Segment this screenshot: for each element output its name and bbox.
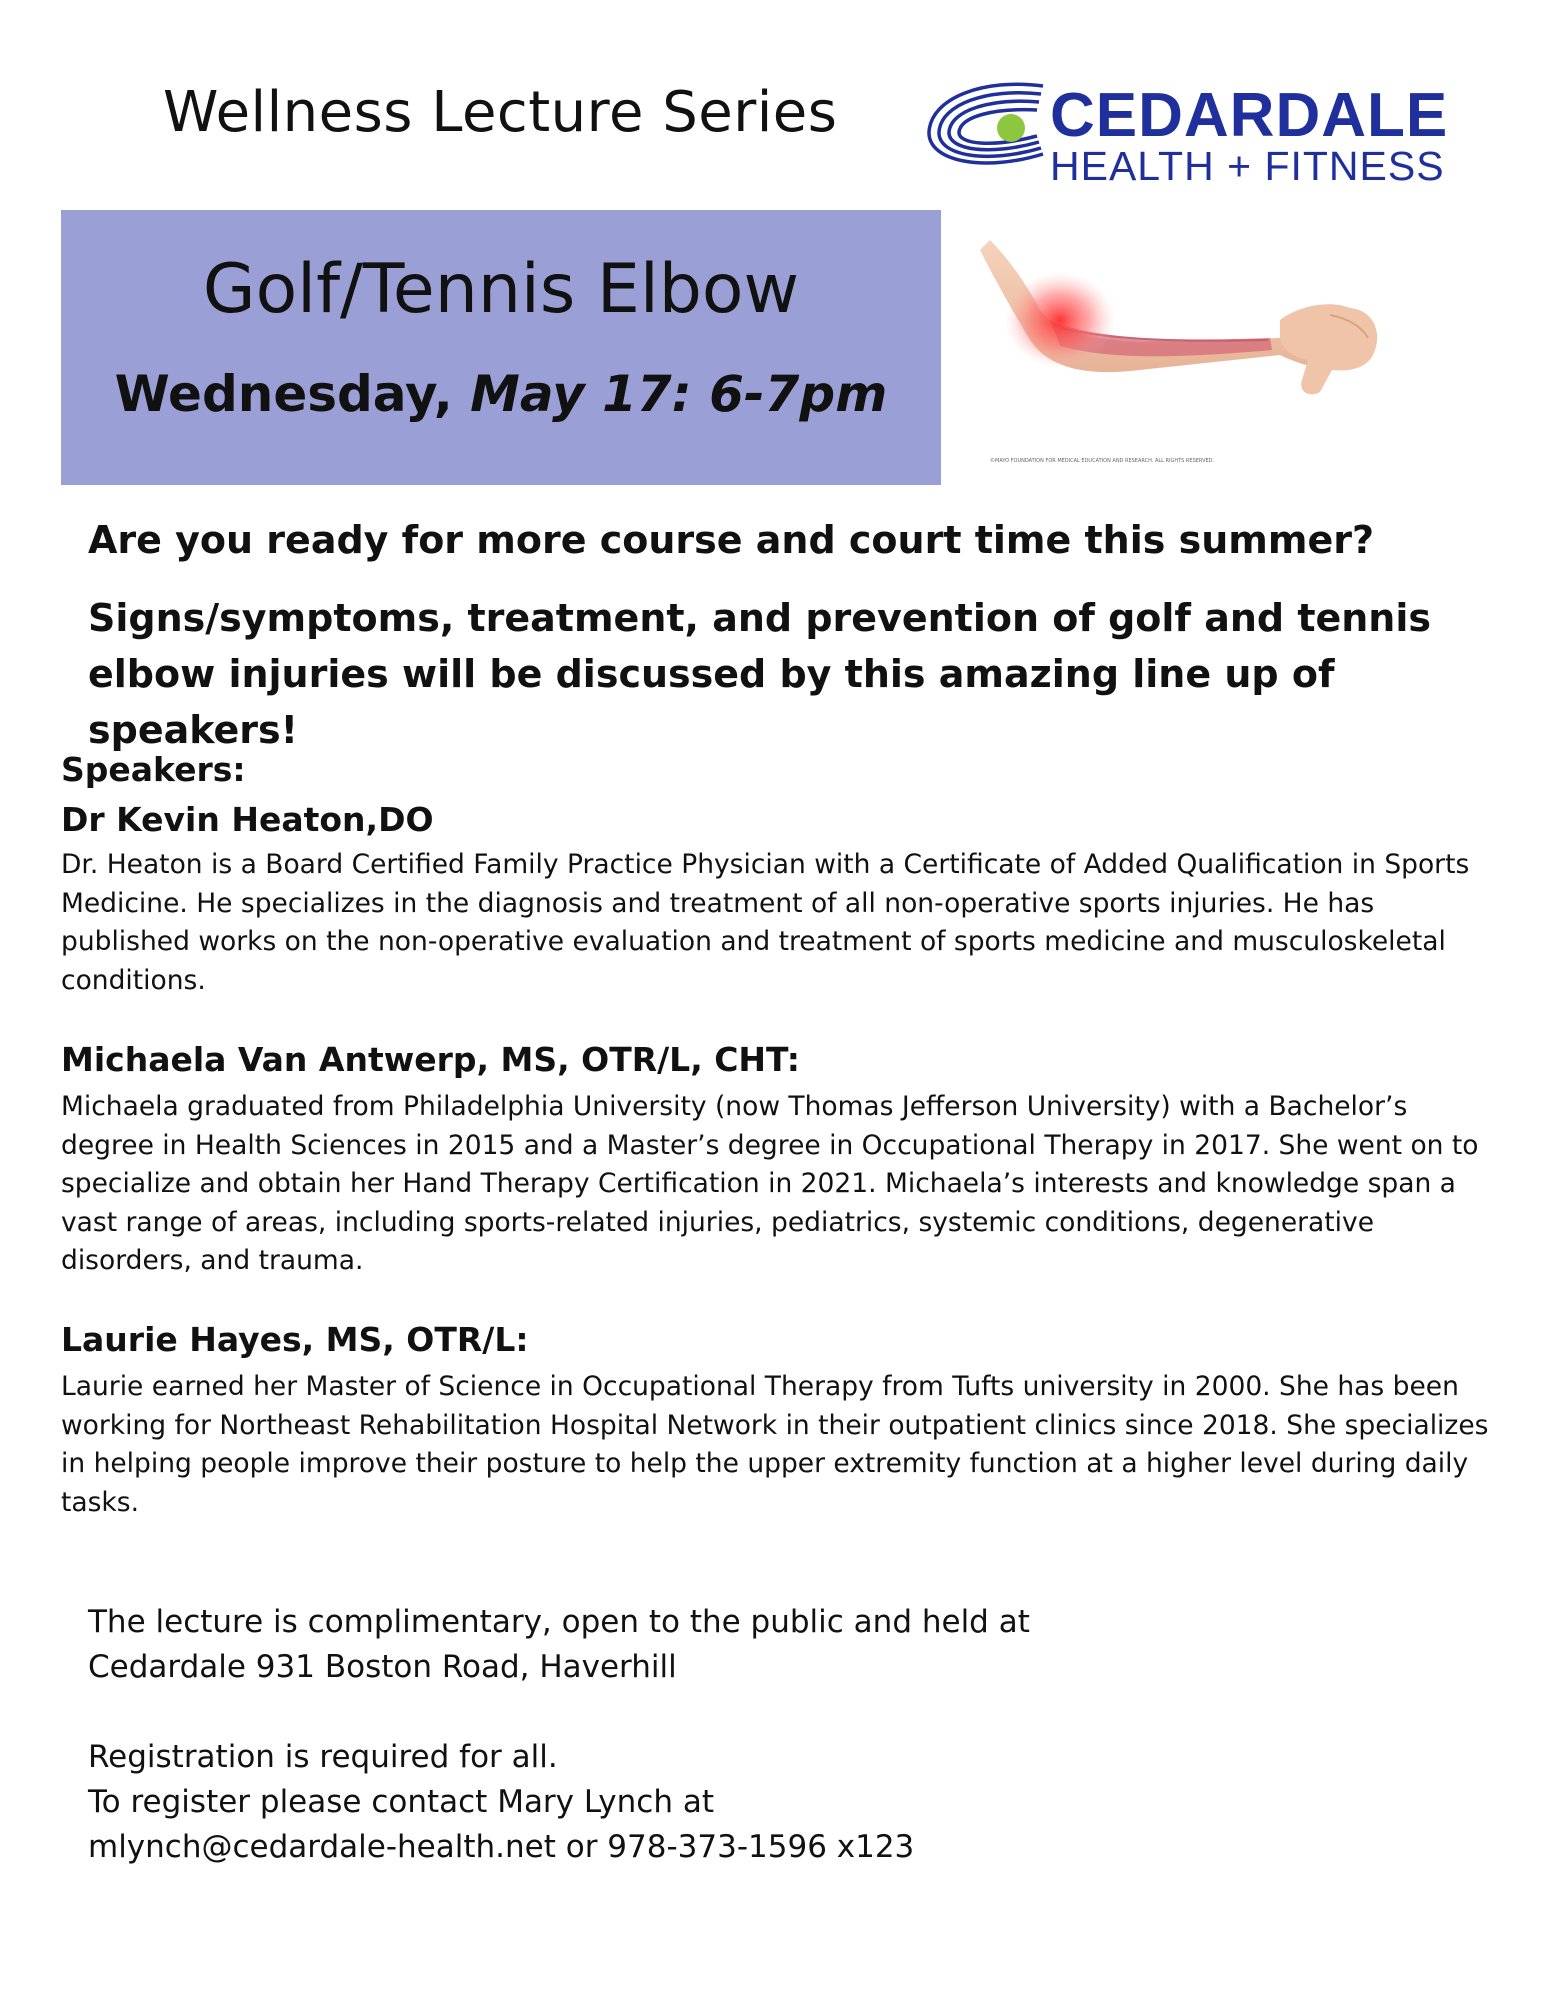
event-date-time: May 17: 6-7pm — [470, 365, 888, 423]
cedardale-logo — [925, 80, 1449, 190]
swoosh-logo-icon — [925, 80, 1050, 190]
event-title: Golf/Tennis Elbow — [202, 250, 800, 329]
speaker-name: Dr Kevin Heaton,DO — [61, 800, 434, 839]
logo-brand-name: CEDARDALE — [1050, 81, 1449, 150]
series-title: Wellness Lecture Series — [163, 80, 838, 145]
registration-email-phone: mlynch@cedardale-health.net or 978-373-1596 x123 — [88, 1829, 915, 1865]
arm-elbow-icon — [980, 220, 1400, 470]
event-date — [61, 365, 941, 423]
elbow-illustration — [980, 220, 1400, 470]
speaker-name: Michaela Van Antwerp, MS, OTR/L, CHT: — [61, 1040, 800, 1079]
green-dot-icon — [997, 114, 1025, 142]
logo-brand-subtitle: HEALTH + FITNESS — [1050, 143, 1445, 189]
speaker-bio: Laurie earned her Master of Science in Occupational Therapy from Tufts university in 2000. She has been working for Northeast Rehabilitation Hospital Network in their outpatient clinics since 2018. She specializes in helping people improve their posture to help the upper extremity function at a higher level during daily tasks. — [61, 1371, 1489, 1518]
registration-text: Registration is required for all. — [88, 1739, 558, 1775]
speaker-name: Laurie Hayes, MS, OTR/L: — [61, 1320, 529, 1359]
location-text: The lecture is complimentary, open to the public and held at — [88, 1604, 1030, 1640]
speakers-heading: Speakers: — [61, 750, 246, 789]
image-copyright: ©MAYO FOUNDATION FOR MEDICAL EDUCATION AND RESEARCH. ALL RIGHTS RESERVED. — [990, 458, 1215, 464]
event-title-box — [61, 210, 941, 485]
event-date-prefix: Wednesday, — [114, 365, 453, 423]
registration-contact: To register please contact Mary Lynch at — [88, 1784, 714, 1820]
speaker-bio: Dr. Heaton is a Board Certified Family Practice Physician with a Certificate of Added Qualification in Sports Medicine. He specializes in the diagnosis and treatment of all non-operative sports injuries. He has published works on the non-operative evaluation and treatment of sports medicine and musculoskeletal conditions. — [61, 849, 1470, 996]
intro-question: Are you ready for more course and court time this summer? — [88, 518, 1375, 562]
speaker-bio: Michaela graduated from Philadelphia University (now Thomas Jefferson University) with a Bachelor’s degree in Health Sciences in 2015 and a Master’s degree in Occupational Therapy in 2017. She went on to specialize and obtain her Hand Therapy Certification in 2021. Michaela’s interests and knowledge span a vast range of areas, including sports-related injuries, pediatrics, systemic conditions, degenerative disorders, and trauma. — [61, 1091, 1479, 1276]
location-address: Cedardale 931 Boston Road, Haverhill — [88, 1649, 677, 1685]
intro-description: Signs/symptoms, treatment, and prevention of golf and tennis elbow injuries will be discussed by this amazing line up of speakers! — [88, 596, 1432, 752]
